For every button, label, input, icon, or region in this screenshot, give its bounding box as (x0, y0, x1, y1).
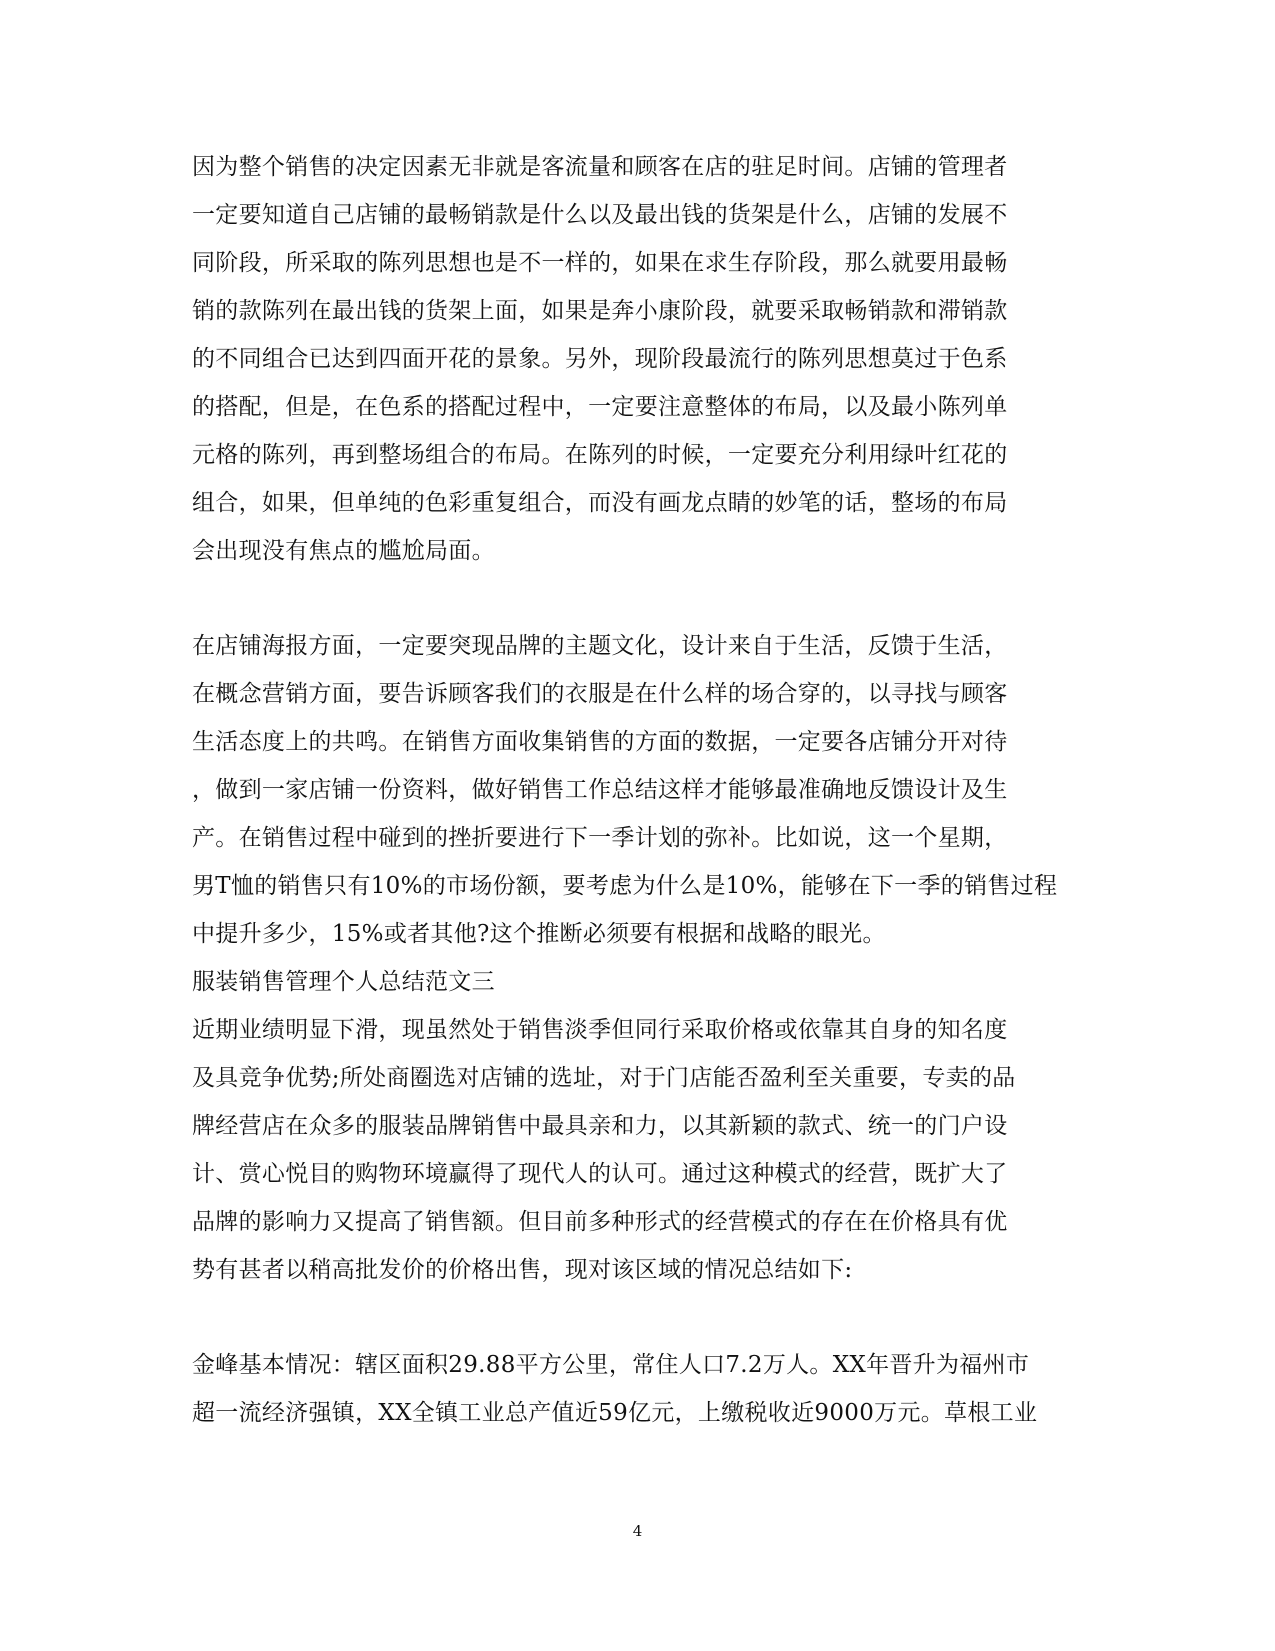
body-text-line: 会出现没有焦点的尴尬局面。 (192, 538, 495, 564)
body-text-line: 金峰基本情况：辖区面积29.88平方公里，常住人口7.2万人。XX年晋升为福州市 (192, 1352, 1030, 1378)
body-text-line: ，做到一家店铺一份资料，做好销售工作总结这样才能够最准确地反馈设计及生 (192, 777, 1008, 803)
body-text-line: 的搭配，但是，在色系的搭配过程中，一定要注意整体的布局，以及最小陈列单 (192, 394, 1008, 420)
body-text-line: 及具竞争优势;所处商圈选对店铺的选址，对于门店能否盈利至关重要，专卖的品 (192, 1065, 1016, 1091)
body-text-line: 在店铺海报方面，一定要突现品牌的主题文化，设计来自于生活，反馈于生活， (192, 633, 1008, 659)
body-text-line: 同阶段，所采取的陈列思想也是不一样的，如果在求生存阶段，那么就要用最畅 (192, 250, 1008, 276)
body-text-line: 在概念营销方面，要告诉顾客我们的衣服是在什么样的场合穿的，以寻找与顾客 (192, 681, 1008, 707)
section-heading: 服装销售管理个人总结范文三 (192, 969, 495, 995)
body-text-line: 近期业绩明显下滑，现虽然处于销售淡季但同行采取价格或依靠其自身的知名度 (192, 1017, 1008, 1043)
body-text-line: 组合，如果，但单纯的色彩重复组合，而没有画龙点睛的妙笔的话，整场的布局 (192, 490, 1008, 516)
body-text-line: 因为整个销售的决定因素无非就是客流量和顾客在店的驻足时间。店铺的管理者 (192, 154, 1008, 180)
body-text-line: 牌经营店在众多的服装品牌销售中最具亲和力，以其新颖的款式、统一的门户设 (192, 1113, 1008, 1139)
body-text-line: 品牌的影响力又提高了销售额。但目前多种形式的经营模式的存在在价格具有优 (192, 1209, 1008, 1235)
body-text-line: 超一流经济强镇，XX全镇工业总产值近59亿元，上缴税收近9000万元。草根工业 (192, 1400, 1038, 1426)
body-text-line: 势有甚者以稍高批发价的价格出售，现对该区域的情况总结如下: (192, 1257, 853, 1283)
page-number: 4 (632, 1522, 643, 1540)
body-text-line: 一定要知道自己店铺的最畅销款是什么以及最出钱的货架是什么，店铺的发展不 (192, 202, 1008, 228)
body-text-line: 产。在销售过程中碰到的挫折要进行下一季计划的弥补。比如说，这一个星期， (192, 825, 1008, 851)
body-text-line: 生活态度上的共鸣。在销售方面收集销售的方面的数据，一定要各店铺分开对待 (192, 729, 1008, 755)
body-text-line: 计、赏心悦目的购物环境赢得了现代人的认可。通过这种模式的经营，既扩大了 (192, 1161, 1008, 1187)
body-text-line: 中提升多少，15%或者其他?这个推断必须要有根据和战略的眼光。 (192, 921, 886, 947)
body-text-line: 的不同组合已达到四面开花的景象。另外，现阶段最流行的陈列思想莫过于色系 (192, 346, 1008, 372)
body-text-line: 男T恤的销售只有10%的市场份额，要考虑为什么是10%，能够在下一季的销售过程 (192, 873, 1058, 899)
body-text-line: 销的款陈列在最出钱的货架上面，如果是奔小康阶段，就要采取畅销款和滞销款 (192, 298, 1008, 324)
body-text-line: 元格的陈列，再到整场组合的布局。在陈列的时候，一定要充分利用绿叶红花的 (192, 442, 1008, 468)
